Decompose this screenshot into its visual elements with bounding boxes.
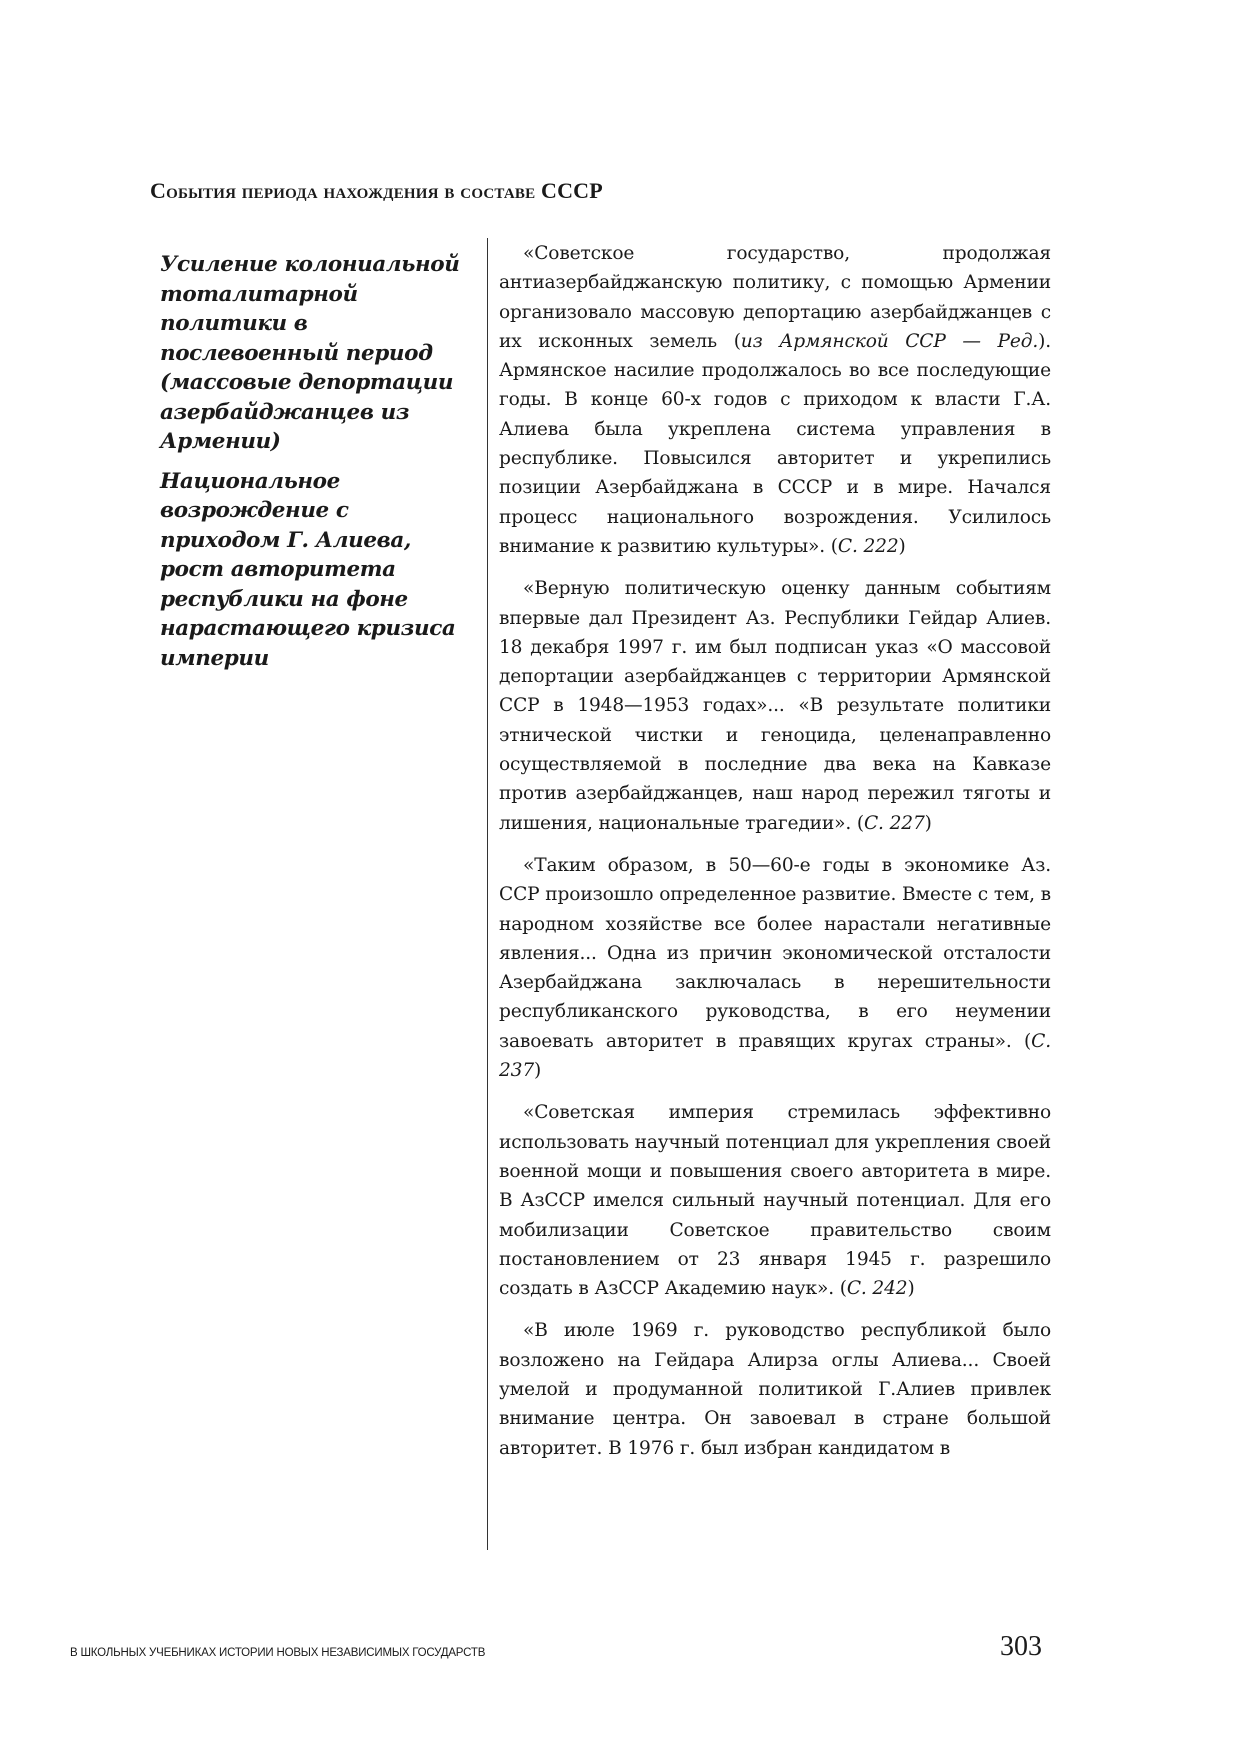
- margin-note: Национальное возрождение с приходом Г. Алиева, рост авторитета республики на фоне нарастающего кризиса империи: [160, 468, 456, 671]
- running-footer: В ШКОЛЬНЫХ УЧЕБНИКАХ ИСТОРИИ НОВЫХ НЕЗАВИСИМЫХ ГОСУДАРСТВ: [70, 1647, 486, 1659]
- section-title-rest: обытия периода нахождения в составе: [166, 178, 541, 203]
- quote-text: «Советская империя стремилась эффективно использовать научный потенциал для укрепления своей военной мощи и повышения своего авторитета в мире. В АзССР имелся сильный научный потенциал. Для его мобилизации Советское правительство своим постановлением от 23 января 1945 г. разрешило создать в АзССР Академию наук». (: [499, 1102, 1051, 1300]
- quote-text: «Советское государство, продолжая антиазербайджанскую политику, с помощью Армении организовало массовую депортацию азербайджанцев с их исконных земель (: [499, 243, 1051, 352]
- citation-close: ): [907, 1278, 915, 1300]
- section-title: [150, 178, 603, 204]
- page-citation: С. 237: [499, 1030, 1051, 1082]
- quote-paragraph: [499, 1098, 1051, 1303]
- quote-text: «Верную политическую оценку данным событиям впервые дал Президент Аз. Республики Гейдар Алиев. 18 декабря 1997 г. им был подписан указ «О массовой депортации азербайджанцев с территории Армянской ССР в 1948—1953 годах»... «В результате политики этнической чистки и геноцида, целенаправленно осуществляемой в последние два века на Кавказе против азербайджанцев, наш народ пережил тяготы и лишения, национальные трагедии». (: [499, 578, 1051, 834]
- citation-close: ): [898, 535, 906, 557]
- editor-note: из Армянской ССР — Ред.: [740, 330, 1039, 352]
- margin-notes: [160, 250, 470, 683]
- section-title-initial: С: [150, 178, 167, 203]
- quote-paragraph: [499, 851, 1051, 1085]
- section-title-abbr: СССР: [541, 178, 603, 203]
- citation-close: ): [924, 812, 932, 834]
- quote-paragraph: [499, 1316, 1051, 1462]
- quote-text-cont: ). Армянское насилие продолжалось во все последующие годы. В конце 60-х годов с приходом к власти Г.А. Алиева была укреплена система управления в республике. Повысился авторитет и укрепились позиции Азербайджана в СССР и в мире. Начался процесс национального возрождения. Усилилось внимание к развитию культуры». (: [499, 330, 1051, 557]
- quotations-column: [499, 239, 1051, 1476]
- column-divider: [487, 238, 488, 1550]
- page-citation: С. 227: [863, 812, 925, 834]
- page-number: 303: [1000, 1631, 1042, 1662]
- page-citation: С. 242: [846, 1278, 908, 1300]
- quote-text: «В июле 1969 г. руководство республикой было возложено на Гейдара Алирза оглы Алиева... Своей умелой и продуманной политикой Г.Алиев привлек внимание центра. Он завоевал в стране большой авторитет. В 1976 г. был избран кандидатом в: [499, 1320, 1051, 1459]
- margin-note: Усиление колониальной тоталитарной политики в послевоенный период (массовые депортации азербайджанцев из Армении): [160, 252, 460, 454]
- quote-text: «Таким образом, в 50—60-е годы в экономике Аз. ССР произошло определенное развитие. Вместе с тем, в народном хозяйстве все более нарастали негативные явления... Одна из причин экономической отсталости Азербайджана заключалась в нерешительности республиканского руководства, в его неумении завоевать авторитет в правящих кругах страны». (: [499, 854, 1051, 1052]
- quote-paragraph: [499, 239, 1051, 561]
- quote-paragraph: [499, 574, 1051, 838]
- page-citation: С. 222: [837, 535, 899, 557]
- citation-close: ): [534, 1060, 542, 1082]
